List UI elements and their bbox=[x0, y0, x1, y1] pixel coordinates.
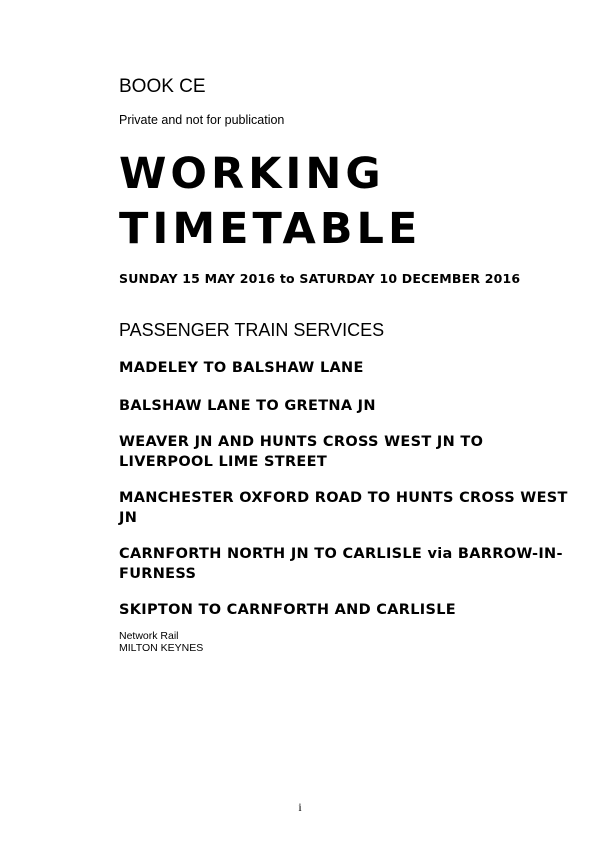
page-number: i bbox=[298, 800, 302, 814]
section-heading: PASSENGER TRAIN SERVICES bbox=[119, 320, 385, 340]
route-item: SKIPTON TO CARNFORTH AND CARLISLE bbox=[119, 602, 456, 618]
route-item: WEAVER JN AND HUNTS CROSS WEST JN TO LIVERPOOL LIME STREET bbox=[119, 434, 484, 470]
publisher-location: MILTON KEYNES bbox=[119, 642, 204, 654]
route-item: MANCHESTER OXFORD ROAD TO HUNTS CROSS WEST JN bbox=[119, 490, 568, 526]
title-line-2: TIMETABLE bbox=[119, 204, 422, 254]
route-item: BALSHAW LANE TO GRETNA JN bbox=[119, 398, 376, 414]
title-line-1: WORKING bbox=[119, 149, 385, 199]
publisher-name: Network Rail bbox=[119, 630, 179, 642]
confidentiality-notice: Private and not for publication bbox=[119, 113, 285, 127]
route-item: MADELEY TO BALSHAW LANE bbox=[119, 360, 364, 376]
route-item: CARNFORTH NORTH JN TO CARLISLE via BARROW-IN-FURNESS bbox=[119, 546, 563, 582]
validity-dates: SUNDAY 15 MAY 2016 to SATURDAY 10 DECEMBER 2016 bbox=[119, 271, 521, 286]
book-label: BOOK CE bbox=[119, 76, 206, 97]
document-title bbox=[119, 147, 421, 257]
